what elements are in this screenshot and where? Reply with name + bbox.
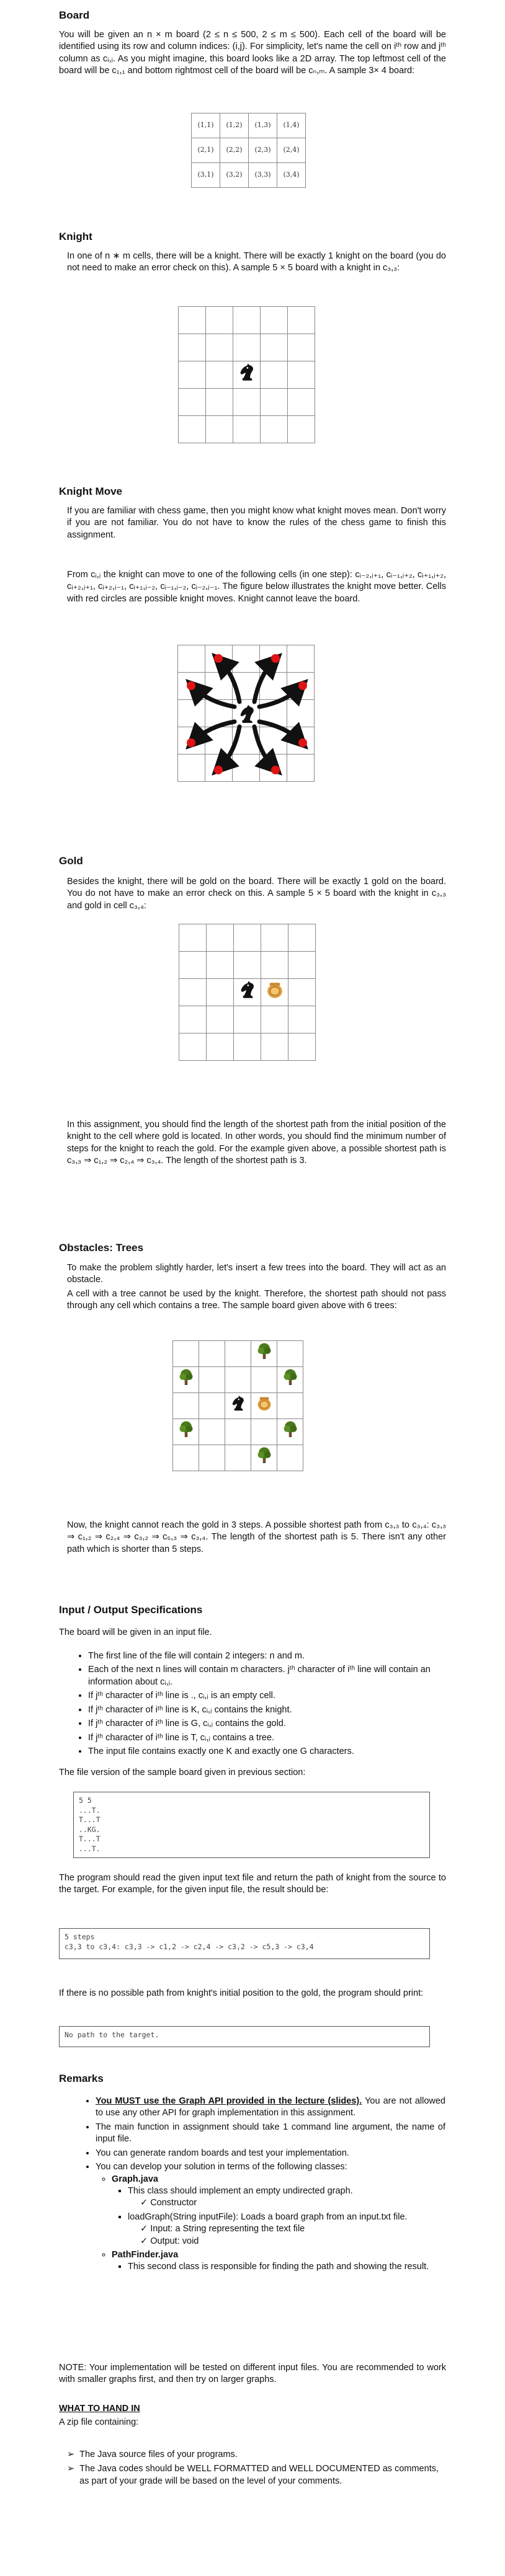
io-bullet: • If jᵗʰ character of iᵗʰ line is K, cᵢ,ⱼ contains the knight.: [88, 1704, 445, 1716]
trees-p2: A cell with a tree cannot be used by the knight. Therefore, the shortest path should not pass through any cell which contains a tree. The sample board given above with 6 trees:: [67, 1289, 446, 1311]
io-bullet: • If jᵗʰ character of iᵗʰ line is G, cᵢ,ⱼ contains the gold.: [88, 1718, 445, 1730]
hand-in-item: ➢ The Java codes should be WELL FORMATTED and WELL DOCUMENTED as comments, as part of your grade will be based on the level of your comments.: [67, 2463, 445, 2487]
check-icon: ✓: [140, 2224, 151, 2234]
move-dot: [271, 654, 280, 663]
check-icon: ✓: [140, 2198, 151, 2208]
board-heading: Board: [59, 9, 90, 21]
arrow-right-up: [259, 688, 299, 707]
cell-3-2: (3,2): [220, 163, 249, 188]
remarks-note: NOTE: Your implementation will be tested on different input files. You are recommended to work with smaller graphs first, and then try on larger graphs.: [59, 2363, 446, 2385]
arrow-up-left: [221, 662, 239, 702]
knight-move-p2: From cᵢ,ⱼ the knight can move to one of the following cells (in one step): cᵢ₋₂,ⱼ₊₁, cᵢ₋₁,ⱼ₊₂, cᵢ₊₁,ⱼ₊₂, cᵢ₊₂,ⱼ₊₁, cᵢ₊₂,ⱼ₋₁, cᵢ₊₁,ⱼ₋₂, cᵢ₋₁,ⱼ₋₂, cᵢ₋₂,ⱼ₋₁. The figure below illustrates the knight move better. Cells with red circles are possible knight moves. Knight cannot leave the board.: [67, 570, 446, 604]
gold-p2: In this assignment, you should find the length of the shortest path from the initial position of the knight to the cell where gold is located. In other words, you should find the minimum number of steps for the knight to reach the gold. For the example given above, a possible shortest path is c₃,₃ ⇒ c₁,₂ ⇒ c₂,₄ ⇒ c₃,₄. The length of the shortest path is 3.: [67, 1120, 446, 1166]
cell-1-3: (1,3): [249, 113, 277, 138]
no-path-box: No path to the target.: [59, 2026, 430, 2047]
cell-2-3: (2,3): [249, 138, 277, 163]
tree-icon: [277, 1419, 303, 1445]
remark-rest: You are not allowed to use any other API for graph implementation in this assignment.: [96, 2096, 445, 2118]
arrow-down-left: [221, 727, 239, 766]
cell-2-1: (2,1): [192, 138, 220, 163]
knight-icon: [241, 705, 254, 723]
tree-icon: [173, 1367, 199, 1393]
remarks-heading: Remarks: [59, 2073, 104, 2084]
knight-move-diagram: [177, 645, 316, 784]
hand-in-intro: A zip file containing:: [59, 2417, 139, 2427]
arrow-bullet-icon: ➢: [67, 2450, 75, 2459]
io-bullet: • The first line of the file will contain 2 integers: n and m.: [88, 1650, 445, 1662]
gold-heading: Gold: [59, 855, 83, 867]
io-p2: The file version of the sample board given in previous section:: [59, 1768, 306, 1777]
knight-icon: [234, 979, 261, 1006]
gold-board: [179, 924, 316, 1061]
board-intro: You will be given an n × m board (2 ≤ n ≤ 500, 2 ≤ m ≤ 500). Each cell of the board will be identified using its row and column indices: (i,j). For simplicity, let's name the cell on iᵗʰ row and jᵗʰ column as cᵢ,ⱼ. As you might imagine, this board looks like a 2D array. The top leftmost cell of the board will be c₁,₁ and bottom rightmost cell of the board will be cₙ,ₘ. A sample 3× 4 board:: [59, 30, 446, 76]
trees-p1: To make the problem slightly harder, let's insert a few trees into the board. They will act as an obstacle.: [67, 1263, 446, 1285]
move-arrows: [177, 645, 316, 784]
tree-icon: [251, 1341, 277, 1367]
knight-heading: Knight: [59, 231, 92, 242]
arrow-left-down: [195, 722, 235, 740]
knight-icon: [233, 361, 261, 389]
cell-1-1: (1,1): [192, 113, 220, 138]
cell-3-1: (3,1): [192, 163, 220, 188]
remarks-list: [81, 2096, 445, 2275]
move-dot: [298, 681, 307, 690]
move-dot: [271, 766, 280, 774]
knight-board: [178, 306, 315, 443]
arrow-left-up: [195, 688, 235, 707]
remark-text: You can develop your solution in terms of the following classes:: [96, 2162, 347, 2172]
knight-icon: [225, 1393, 251, 1419]
tree-icon: [251, 1445, 277, 1471]
io-p4: If there is no possible path from knight's initial position to the gold, the program should print:: [59, 1988, 424, 1998]
cell-1-4: (1,4): [277, 113, 306, 138]
pathfinder-java-label: PathFinder.java: [112, 2250, 179, 2260]
constructor-label: Constructor: [150, 2198, 197, 2208]
sample-input-box: 5 5 ...T. T...T ..KG. T...T ...T.: [73, 1792, 430, 1858]
gold-p1: Besides the knight, there will be gold on the board. There will be exactly 1 gold on the board. You do not have to make an error check on this. A sample 5 × 5 board with the knight in c₃,₃ and gold in cell c₃,₄:: [67, 877, 446, 911]
cell-3-4: (3,4): [277, 163, 306, 188]
remark-item: [96, 2161, 445, 2273]
trees-board: [172, 1340, 303, 1471]
sample-output-box: 5 steps c3,3 to c3,4: c3,3 -> c1,2 -> c2,4 -> c3,2 -> c5,3 -> c3,4: [59, 1928, 430, 1959]
arrow-right-down: [259, 722, 299, 740]
cell-2-4: (2,4): [277, 138, 306, 163]
pathfinder-desc: ▪ This second class is responsible for finding the path and showing the result.: [128, 2261, 445, 2273]
move-dot: [214, 654, 223, 663]
remark-item: • You can generate random boards and test your implementation.: [96, 2148, 445, 2159]
knight-text: In one of n ∗ m cells, there will be a knight. There will be exactly 1 knight on the board (you do not need to make an error check on this). A sample 5 × 5 board with a knight in c₃,₃:: [67, 251, 446, 273]
io-bullet: • Each of the next n lines will contain m characters. jᵗʰ character of iᵗʰ line will contain an information about cᵢ,ⱼ.: [88, 1664, 445, 1688]
move-dot: [214, 766, 223, 774]
io-heading: Input / Output Specifications: [59, 1604, 203, 1616]
knight-move-p1: If you are familiar with chess game, then you might know what knight moves mean. Don't worry if you are not familiar. You do not have to know the rules of the chess game to finish this assignment.: [67, 506, 446, 540]
hand-in-list: [67, 2449, 445, 2487]
io-bullet: • The input file contains exactly one K and exactly one G characters.: [88, 1746, 445, 1758]
cell-1-2: (1,2): [220, 113, 249, 138]
gold-icon: [251, 1393, 277, 1419]
move-dot: [298, 738, 307, 747]
output-note: Output: void: [150, 2236, 199, 2246]
load-graph-desc: loadGraph(String inputFile): Loads a board graph from an input.txt file.: [128, 2211, 408, 2222]
arrow-down-right: [254, 727, 273, 766]
gold-icon: [261, 979, 288, 1006]
coordinate-board: [191, 113, 306, 188]
remark-item: • The main function in assignment should take 1 command line argument, the name of input file.: [96, 2122, 445, 2146]
graph-desc: This class should implement an empty undirected graph.: [128, 2185, 353, 2196]
move-dot: [187, 738, 195, 747]
tree-icon: [173, 1419, 199, 1445]
move-dot: [187, 681, 195, 690]
graph-java-label: Graph.java: [112, 2174, 158, 2184]
input-note: Input: a String representing the text file: [150, 2224, 305, 2234]
remark-emphasis: You MUST use the Graph API provided in the lecture (slides).: [96, 2096, 362, 2106]
knight-move-heading: Knight Move: [59, 485, 122, 497]
trees-p3: Now, the knight cannot reach the gold in 3 steps. A possible shortest path from c₃,₃ to c₃,₄: c₃,₃ ⇒ c₁,₂ ⇒ c₂,₄ ⇒ c₃,₂ ⇒ c₅,₃ ⇒ c₃,₄. The length of the shortest path is 5. There isn't any other path which is shorter than 5 steps.: [67, 1520, 446, 1554]
arrow-bullet-icon: ➢: [67, 2464, 75, 2474]
io-bullet: • If jᵗʰ character of iᵗʰ line is T, cᵢ,ⱼ contains a tree.: [88, 1732, 445, 1744]
arrow-up-right: [254, 662, 273, 702]
remark-item: [96, 2096, 445, 2120]
hand-in-item: ➢ The Java source files of your programs.: [67, 2449, 445, 2461]
io-bullet: • If jᵗʰ character of iᵗʰ line is ., cᵢ,ⱼ is an empty cell.: [88, 1690, 445, 1702]
trees-heading: Obstacles: Trees: [59, 1242, 144, 1254]
hand-in-heading: WHAT TO HAND IN: [59, 2404, 140, 2414]
io-p1: The board will be given in an input file.: [59, 1627, 212, 1637]
check-icon: ✓: [140, 2236, 151, 2246]
cell-3-3: (3,3): [249, 163, 277, 188]
cell-2-2: (2,2): [220, 138, 249, 163]
io-p3: The program should read the given input text file and return the path of knight from the source to the target. For example, for the given input file, the result should be:: [59, 1873, 446, 1895]
io-bullets: [73, 1650, 445, 1759]
tree-icon: [277, 1367, 303, 1393]
